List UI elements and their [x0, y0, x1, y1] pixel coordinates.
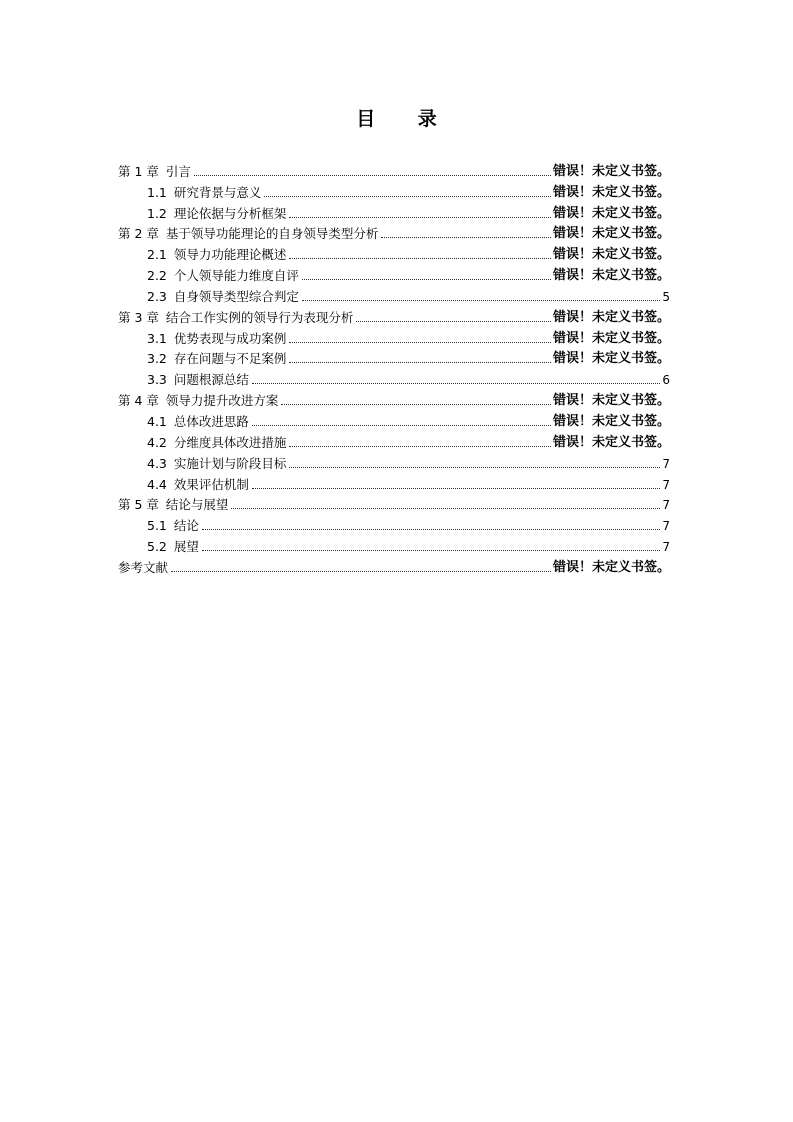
toc-entry-title: 优势表现与成功案例 — [173, 330, 287, 346]
dot-leader — [194, 175, 551, 176]
bookmark-error-text: 错误！未定义书签。 — [552, 351, 670, 367]
dot-leader — [289, 467, 660, 468]
bookmark-error-text: 错误！未定义书签。 — [552, 268, 670, 284]
toc-entry-number: 4.3 — [147, 455, 167, 471]
dot-leader — [281, 404, 551, 405]
toc-entry-title: 分维度具体改进措施 — [173, 434, 287, 450]
toc-entry-title: 个人领导能力维度自评 — [173, 268, 299, 284]
table-of-contents — [118, 159, 670, 576]
dot-leader — [289, 342, 551, 343]
page-number: 7 — [662, 498, 670, 513]
bookmark-error-text: 错误！未定义书签。 — [552, 559, 670, 575]
toc-entry-title: 结论 — [173, 518, 199, 534]
bookmark-error-text: 错误！未定义书签。 — [552, 330, 670, 346]
toc-entry-number: 5.2 — [147, 539, 167, 555]
bookmark-error-text: 错误！未定义书签。 — [552, 163, 670, 179]
dot-leader — [302, 300, 660, 301]
toc-entry-number: 第 5 章 — [118, 497, 159, 513]
toc-entry-number: 2.1 — [147, 247, 167, 263]
dot-leader — [252, 488, 660, 489]
toc-entry[interactable] — [118, 367, 670, 388]
toc-entry[interactable] — [118, 159, 670, 180]
toc-entry-title: 实施计划与阶段目标 — [173, 455, 287, 471]
toc-entry[interactable] — [118, 242, 670, 263]
dot-leader — [252, 425, 551, 426]
dot-leader — [231, 508, 660, 509]
toc-entry-title: 自身领导类型综合判定 — [173, 288, 299, 304]
dot-leader — [202, 529, 660, 530]
dot-leader — [381, 237, 551, 238]
toc-entry-number: 1.2 — [147, 205, 167, 221]
toc-entry-title: 存在问题与不足案例 — [173, 351, 287, 367]
bookmark-error-text: 错误！未定义书签。 — [552, 434, 670, 450]
toc-entry-title: 领导力提升改进方案 — [165, 393, 279, 409]
toc-entry-title: 问题根源总结 — [173, 372, 249, 388]
toc-entry-title: 参考文献 — [118, 559, 169, 575]
toc-entry-title: 总体改进思路 — [173, 413, 249, 429]
toc-entry-title: 领导力功能理论概述 — [173, 247, 287, 263]
toc-entry[interactable] — [118, 534, 670, 555]
toc-entry-number: 3.3 — [147, 372, 167, 388]
toc-entry[interactable] — [118, 430, 670, 451]
toc-entry-number: 第 4 章 — [118, 393, 159, 409]
toc-entry[interactable] — [118, 347, 670, 368]
toc-entry[interactable] — [118, 201, 670, 222]
toc-entry[interactable] — [118, 555, 670, 576]
toc-entry-number: 4.4 — [147, 476, 167, 492]
toc-entry-number: 第 2 章 — [118, 226, 159, 242]
toc-entry-title: 基于领导功能理论的自身领导类型分析 — [165, 226, 379, 242]
toc-entry-number: 1.1 — [147, 184, 167, 200]
dot-leader — [302, 279, 551, 280]
toc-entry-title: 结论与展望 — [165, 497, 229, 513]
toc-entry[interactable] — [118, 409, 670, 430]
bookmark-error-text: 错误！未定义书签。 — [552, 184, 670, 200]
toc-entry-number: 3.1 — [147, 330, 167, 346]
toc-entry[interactable] — [118, 513, 670, 534]
toc-entry-number: 4.1 — [147, 413, 167, 429]
toc-entry[interactable] — [118, 326, 670, 347]
toc-entry-title: 理论依据与分析框架 — [173, 205, 287, 221]
dot-leader — [202, 550, 660, 551]
page-number: 7 — [662, 540, 670, 555]
dot-leader — [289, 258, 551, 259]
toc-entry-number: 3.2 — [147, 351, 167, 367]
bookmark-error-text: 错误！未定义书签。 — [552, 309, 670, 325]
toc-entry[interactable] — [118, 493, 670, 514]
bookmark-error-text: 错误！未定义书签。 — [552, 205, 670, 221]
dot-leader — [289, 446, 551, 447]
toc-entry[interactable] — [118, 472, 670, 493]
toc-entry-title: 展望 — [173, 539, 199, 555]
page-number: 5 — [662, 289, 670, 304]
toc-entry-number: 4.2 — [147, 434, 167, 450]
page-number: 7 — [662, 456, 670, 471]
dot-leader — [289, 217, 551, 218]
bookmark-error-text: 错误！未定义书签。 — [552, 393, 670, 409]
toc-entry[interactable] — [118, 388, 670, 409]
toc-entry[interactable] — [118, 284, 670, 305]
toc-entry[interactable] — [118, 451, 670, 472]
toc-entry-number: 第 1 章 — [118, 163, 159, 179]
toc-entry-title: 结合工作实例的领导行为表现分析 — [165, 309, 354, 325]
toc-entry[interactable] — [118, 222, 670, 243]
toc-entry[interactable] — [118, 180, 670, 201]
page-number: 7 — [662, 477, 670, 492]
toc-entry[interactable] — [118, 305, 670, 326]
toc-entry-number: 5.1 — [147, 518, 167, 534]
page-number: 7 — [662, 519, 670, 534]
dot-leader — [356, 321, 551, 322]
dot-leader — [289, 362, 551, 363]
toc-entry-title: 引言 — [165, 163, 191, 179]
toc-entry-number: 2.3 — [147, 288, 167, 304]
dot-leader — [264, 196, 551, 197]
toc-entry-number: 第 3 章 — [118, 309, 159, 325]
page-number: 6 — [662, 373, 670, 388]
dot-leader — [252, 383, 660, 384]
dot-leader — [171, 571, 551, 572]
bookmark-error-text: 错误！未定义书签。 — [552, 413, 670, 429]
toc-entry[interactable] — [118, 263, 670, 284]
bookmark-error-text: 错误！未定义书签。 — [552, 247, 670, 263]
toc-entry-title: 效果评估机制 — [173, 476, 249, 492]
bookmark-error-text: 错误！未定义书签。 — [552, 226, 670, 242]
toc-entry-number: 2.2 — [147, 268, 167, 284]
toc-entry-title: 研究背景与意义 — [173, 184, 262, 200]
toc-title: 目 录 — [356, 108, 455, 130]
